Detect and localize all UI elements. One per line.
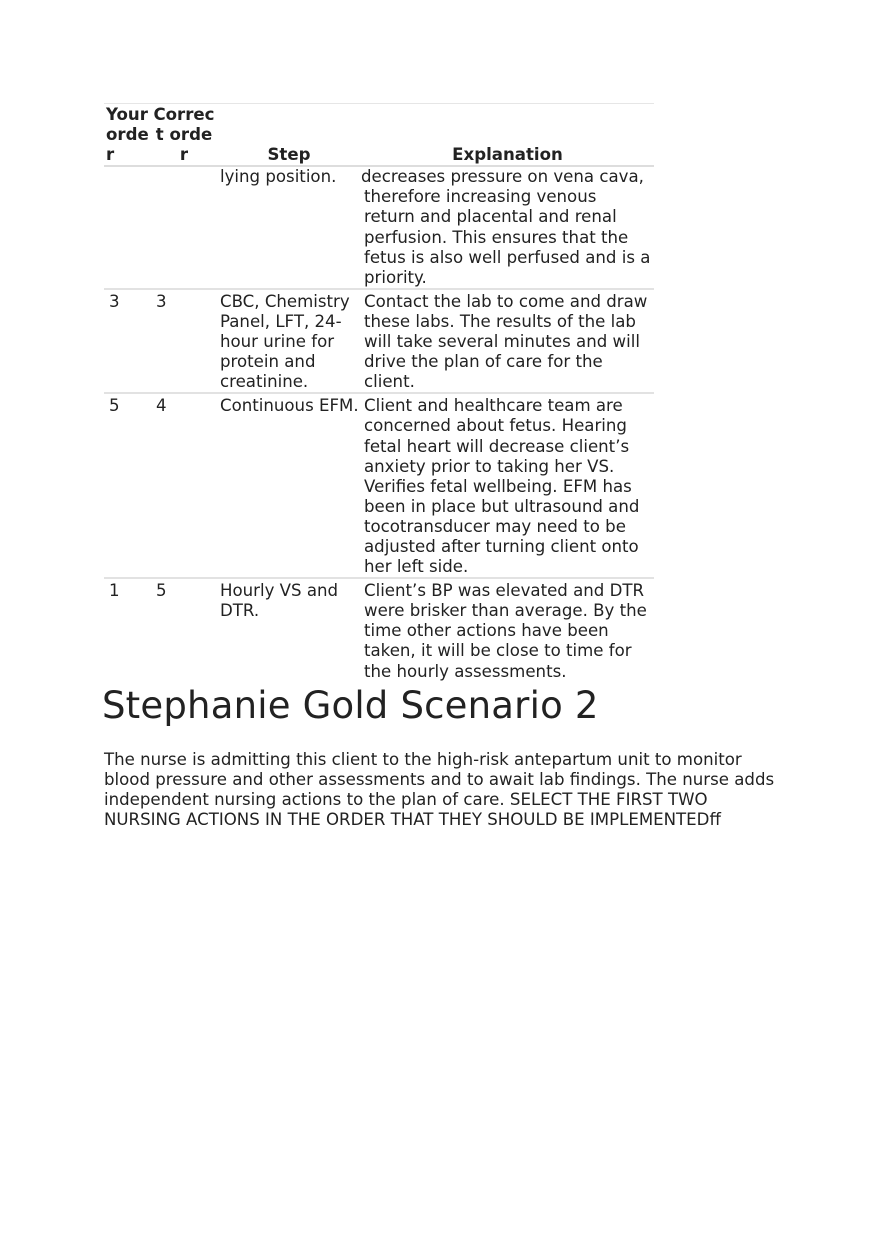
header-row [104, 104, 654, 167]
cell-step: lying position. [217, 166, 361, 289]
table-row-continued [104, 166, 654, 289]
table-row [104, 578, 654, 681]
table-row [104, 393, 654, 578]
header-step: Step [217, 104, 361, 167]
table-header [104, 104, 654, 167]
cell-your-order: 5 [104, 393, 151, 578]
cell-explanation: Contact the lab to come and draw these labs. The results of the lab will take several minutes and will drive the plan of care for the client. [361, 289, 654, 393]
document-page [104, 103, 784, 830]
cell-your-order: 1 [109, 581, 120, 601]
cell-step: CBC, Chemistry Panel, LFT, 24-hour urine for protein and creatinine. [217, 289, 361, 393]
cell-step: Hourly VS and DTR. [220, 581, 339, 621]
cell-step: Continuous EFM. [217, 393, 361, 578]
table-row [104, 289, 654, 393]
cell-correct-order: 5 [156, 581, 167, 601]
header-correct-order: Correct order [151, 104, 217, 167]
section-title: Stephanie Gold Scenario 2 [102, 683, 599, 727]
section-body: The nurse is admitting this client to the high-risk antepartum unit to monitor blood pressure and other assessments and to await lab findings. The nurse adds independent nursing actions to the plan of care. SELECT THE FIRST TWO NURSING ACTIONS IN THE ORDER THAT THEY SHOULD BE IMPLEMENTEDff [104, 749, 775, 829]
cell-explanation: Client and healthcare team are concerned about fetus. Hearing fetal heart will decrease client’s anxiety prior to taking her VS. Verifies fetal wellbeing. EFM has been in place but ultrasound and tocotransducer may need to be adjusted after turning client onto her left side. [361, 393, 654, 578]
header-explanation: Explanation [361, 104, 654, 167]
table-body [104, 166, 654, 681]
cell-your-order [104, 166, 151, 289]
cell-correct-order: 3 [151, 289, 217, 393]
cell-explanation: Client’s BP was elevated and DTR were brisker than average. By the time other actions have been taken, it will be close to time for the hourly assessments. [364, 581, 647, 681]
cell-correct-order [151, 166, 217, 289]
cell-correct-order: 4 [151, 393, 217, 578]
cell-explanation: decreases pressure on vena cava, therefore increasing venous return and placental and renal perfusion. This ensures that the fetus is also well perfused and is a priority. [361, 166, 654, 289]
cell-your-order: 3 [104, 289, 151, 393]
ordering-table [104, 103, 654, 682]
header-your-order: Your order [104, 104, 151, 167]
